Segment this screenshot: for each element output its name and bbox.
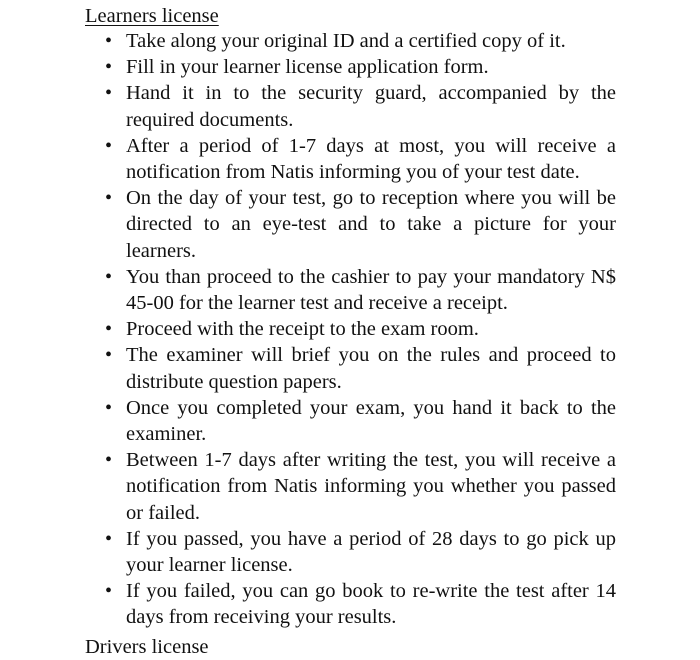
bullet-icon: •: [105, 396, 113, 419]
list-item: [103, 28, 616, 54]
list-item-text: Fill in your learner license application form.: [126, 56, 489, 79]
list-item-text: If you passed, you have a period of 28 days to go pick up your learner license.: [126, 527, 616, 577]
list-item-text: Hand it in to the security guard, accompanied by the required documents.: [126, 82, 616, 131]
bullet-icon: •: [105, 527, 113, 550]
section-heading-learners-license: Learners license: [85, 5, 219, 27]
list-item: [103, 526, 616, 578]
list-item: [103, 316, 616, 342]
list-item: [103, 133, 616, 185]
list-item: [103, 578, 616, 630]
bullet-icon: •: [105, 344, 113, 367]
bullet-icon: •: [105, 580, 113, 603]
bullet-icon: •: [105, 134, 113, 157]
list-item-text: On the day of your test, go to reception where you will be directed to an eye-test and to take a picture for your learners.: [126, 187, 616, 262]
list-item: [103, 447, 616, 526]
bullet-icon: •: [105, 30, 113, 52]
list-item-text: After a period of 1-7 days at most, you will receive a notification from Natis informing you of your test date.: [126, 134, 616, 184]
bullet-icon: •: [105, 318, 113, 341]
list-item: [103, 80, 616, 132]
requirements-list: [103, 28, 616, 631]
list-item-text: Once you completed your exam, you hand it back to the examiner.: [126, 396, 616, 446]
list-item: [103, 54, 616, 80]
list-item-text: If you failed, you can go book to re-write the test after 14 days from receiving your results.: [126, 580, 616, 629]
bullet-icon: •: [105, 187, 113, 210]
list-item-text: Proceed with the receipt to the exam room.: [126, 318, 479, 341]
bullet-icon: •: [105, 449, 113, 472]
bullet-icon: •: [105, 82, 113, 105]
list-item-text: Between 1-7 days after writing the test, you will receive a notification from Natis informing you whether you passed or failed.: [126, 449, 616, 524]
list-item: [103, 185, 616, 264]
list-item: [103, 264, 616, 316]
list-item: [103, 395, 616, 447]
list-item-text: The examiner will brief you on the rules and proceed to distribute question papers.: [126, 344, 616, 393]
bullet-icon: •: [105, 265, 113, 288]
bullet-icon: •: [105, 56, 113, 79]
section-heading-drivers-license: Drivers license: [85, 636, 209, 658]
list-item-text: You than proceed to the cashier to pay your mandatory N$ 45-00 for the learner test and receive a receipt.: [126, 265, 616, 315]
list-item-text: Take along your original ID and a certified copy of it.: [126, 30, 566, 52]
list-item: [103, 342, 616, 394]
